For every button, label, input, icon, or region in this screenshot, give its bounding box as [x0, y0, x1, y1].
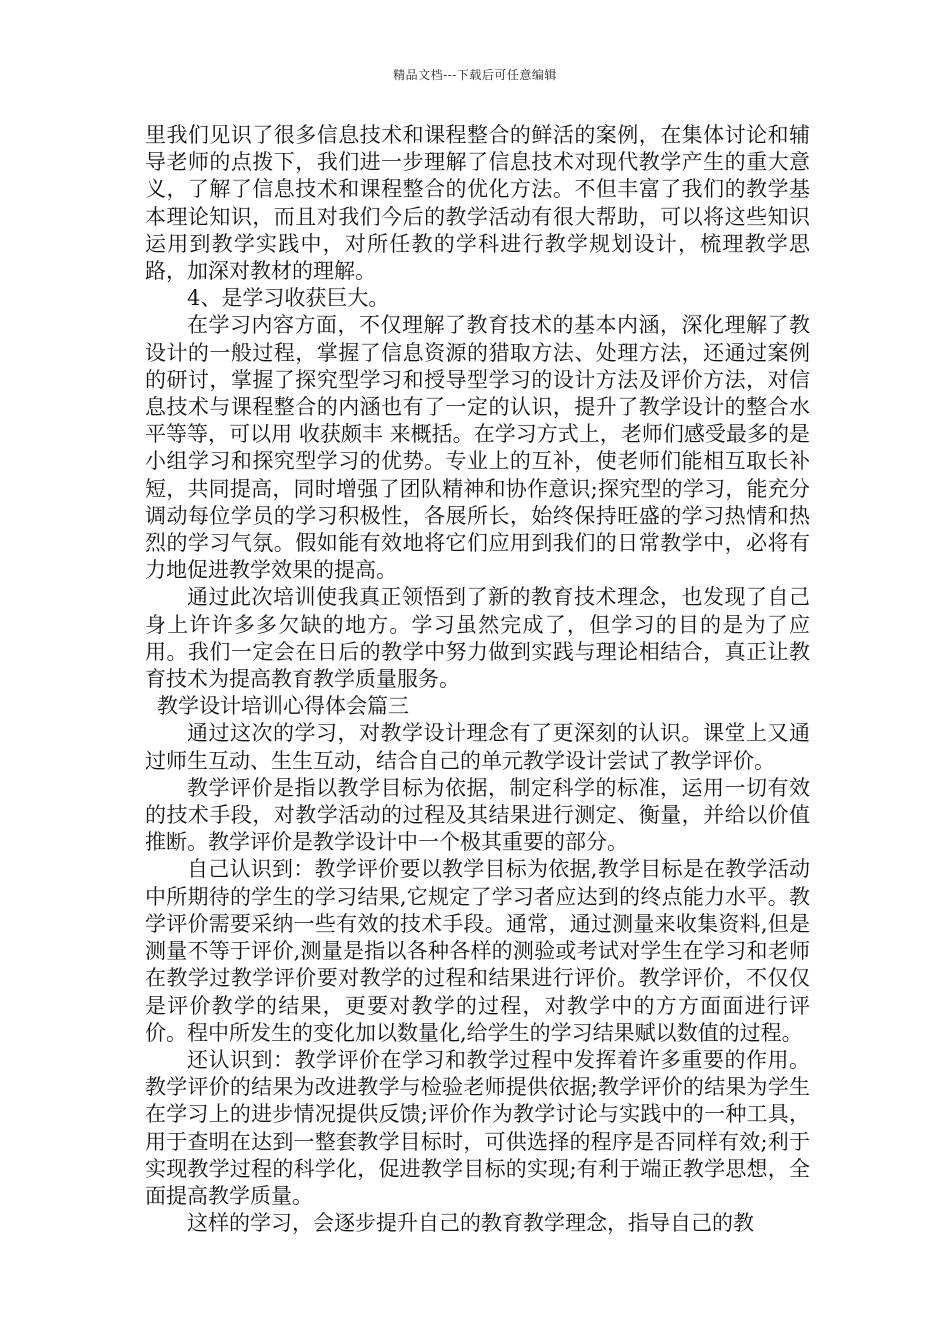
section-title: 教学设计培训心得体会篇三 [157, 694, 409, 719]
paragraph-evaluation-definition: 教学评价是指以教学目标为依据，制定科学的标准，运用一切有效的技术手段，对教学活动的过程及其结果进行测定、衡量，并给以价值推断。教学评价是教学设计中一个极其重要的部分。 [145, 775, 810, 855]
document-body [145, 122, 810, 1237]
paragraph-self-recognition: 自己认识到：教学评价要以教学目标为依据,教学目标是在教学活动中所期待的学生的学习结果,它规定了学习者应达到的终点能力水平。教学评价需要采纳一些有效的技术手段。通常，通过测量来收集资料,但是测量不等于评价,测量是指以各种各样的测验或考试对学生在学习和老师在教学过教学评价要对教学的过程和结果进行评价。教学评价，不仅仅是评价教学的结果，更要对教学的过程，对教学中的方方面面进行评价。程中所发生的变化加以数量化,给学生的学习结果赋以数值的过程。 [145, 857, 810, 1045]
page-header: 精品文档---下载后可任意编辑 [393, 68, 557, 82]
paragraph-learning-content: 在学习内容方面，不仅理解了教育技术的基本内涵，深化理解了教设计的一般过程，掌握了信息资源的猎取方法、处理方法，还通过案例的研讨，掌握了探究型学习和授导型学习的设计方法及评价方法，对信息技术与课程整合的内涵也有了一定的认识，提升了教学设计的整合水平等等，可以用 收获颇丰 来概括。在学习方式上，老师们感受最多的是小组学习和探究型学习的优势。专业上的互补，使老师们能相互取长补短，共同提高，同时增强了团队精神和协作意识;探究型的学习，能充分调动每位学员的学习积极性，各展所长，始终保持旺盛的学习热情和热烈的学习气氛。假如能有效地将它们应用到我们的日常教学中，必将有力地促进教学效果的提高。 [145, 313, 810, 583]
paragraph-design-intro: 通过这次的学习，对教学设计理念有了更深刻的认识。课堂上又通过师生互动、生生互动，结合自己的单元教学设计尝试了教学评价。 [145, 721, 810, 773]
paragraph-final: 这样的学习，会逐步提升自己的教育教学理念，指导自己的教 [187, 1211, 754, 1236]
paragraph-training-conclusion: 通过此次培训使我真正领悟到了新的教育技术理念，也发现了自己身上许许多多欠缺的地方。学习虽然完成了，但学习的目的是为了应用。我们一定会在日后的教学中努力做到实践与理论相结合，真正让教育技术为提高教育教学质量服务。 [145, 585, 810, 692]
paragraph-evaluation-roles: 还认识到：教学评价在学习和教学过程中发挥着许多重要的作用。教学评价的结果为改进教学与检验老师提供依据;教学评价的结果为学生在学习上的进步情况提供反馈;评价作为教学讨论与实践中的一种工具，用于查明在达到一整套教学目标时，可供选择的程序是否同样有效;利于实现教学过程的科学化，促进教学目标的实现;有利于端正教学思想，全面提高教学质量。 [145, 1047, 810, 1208]
paragraph-continued: 里我们见识了很多信息技术和课程整合的鲜活的案例，在集体讨论和辅导老师的点拨下，我们进一步理解了信息技术对现代教学产生的重大意义，了解了信息技术和课程整合的优化方法。不但丰富了我们的教学基本理论知识，而且对我们今后的教学活动有很大帮助，可以将这些知识运用到教学实践中，对所任教的学科进行教学规划设计，梳理教学思路，加深对教材的理解。 [145, 123, 810, 284]
paragraph-point-4: 4、是学习收获巨大。 [187, 286, 390, 311]
